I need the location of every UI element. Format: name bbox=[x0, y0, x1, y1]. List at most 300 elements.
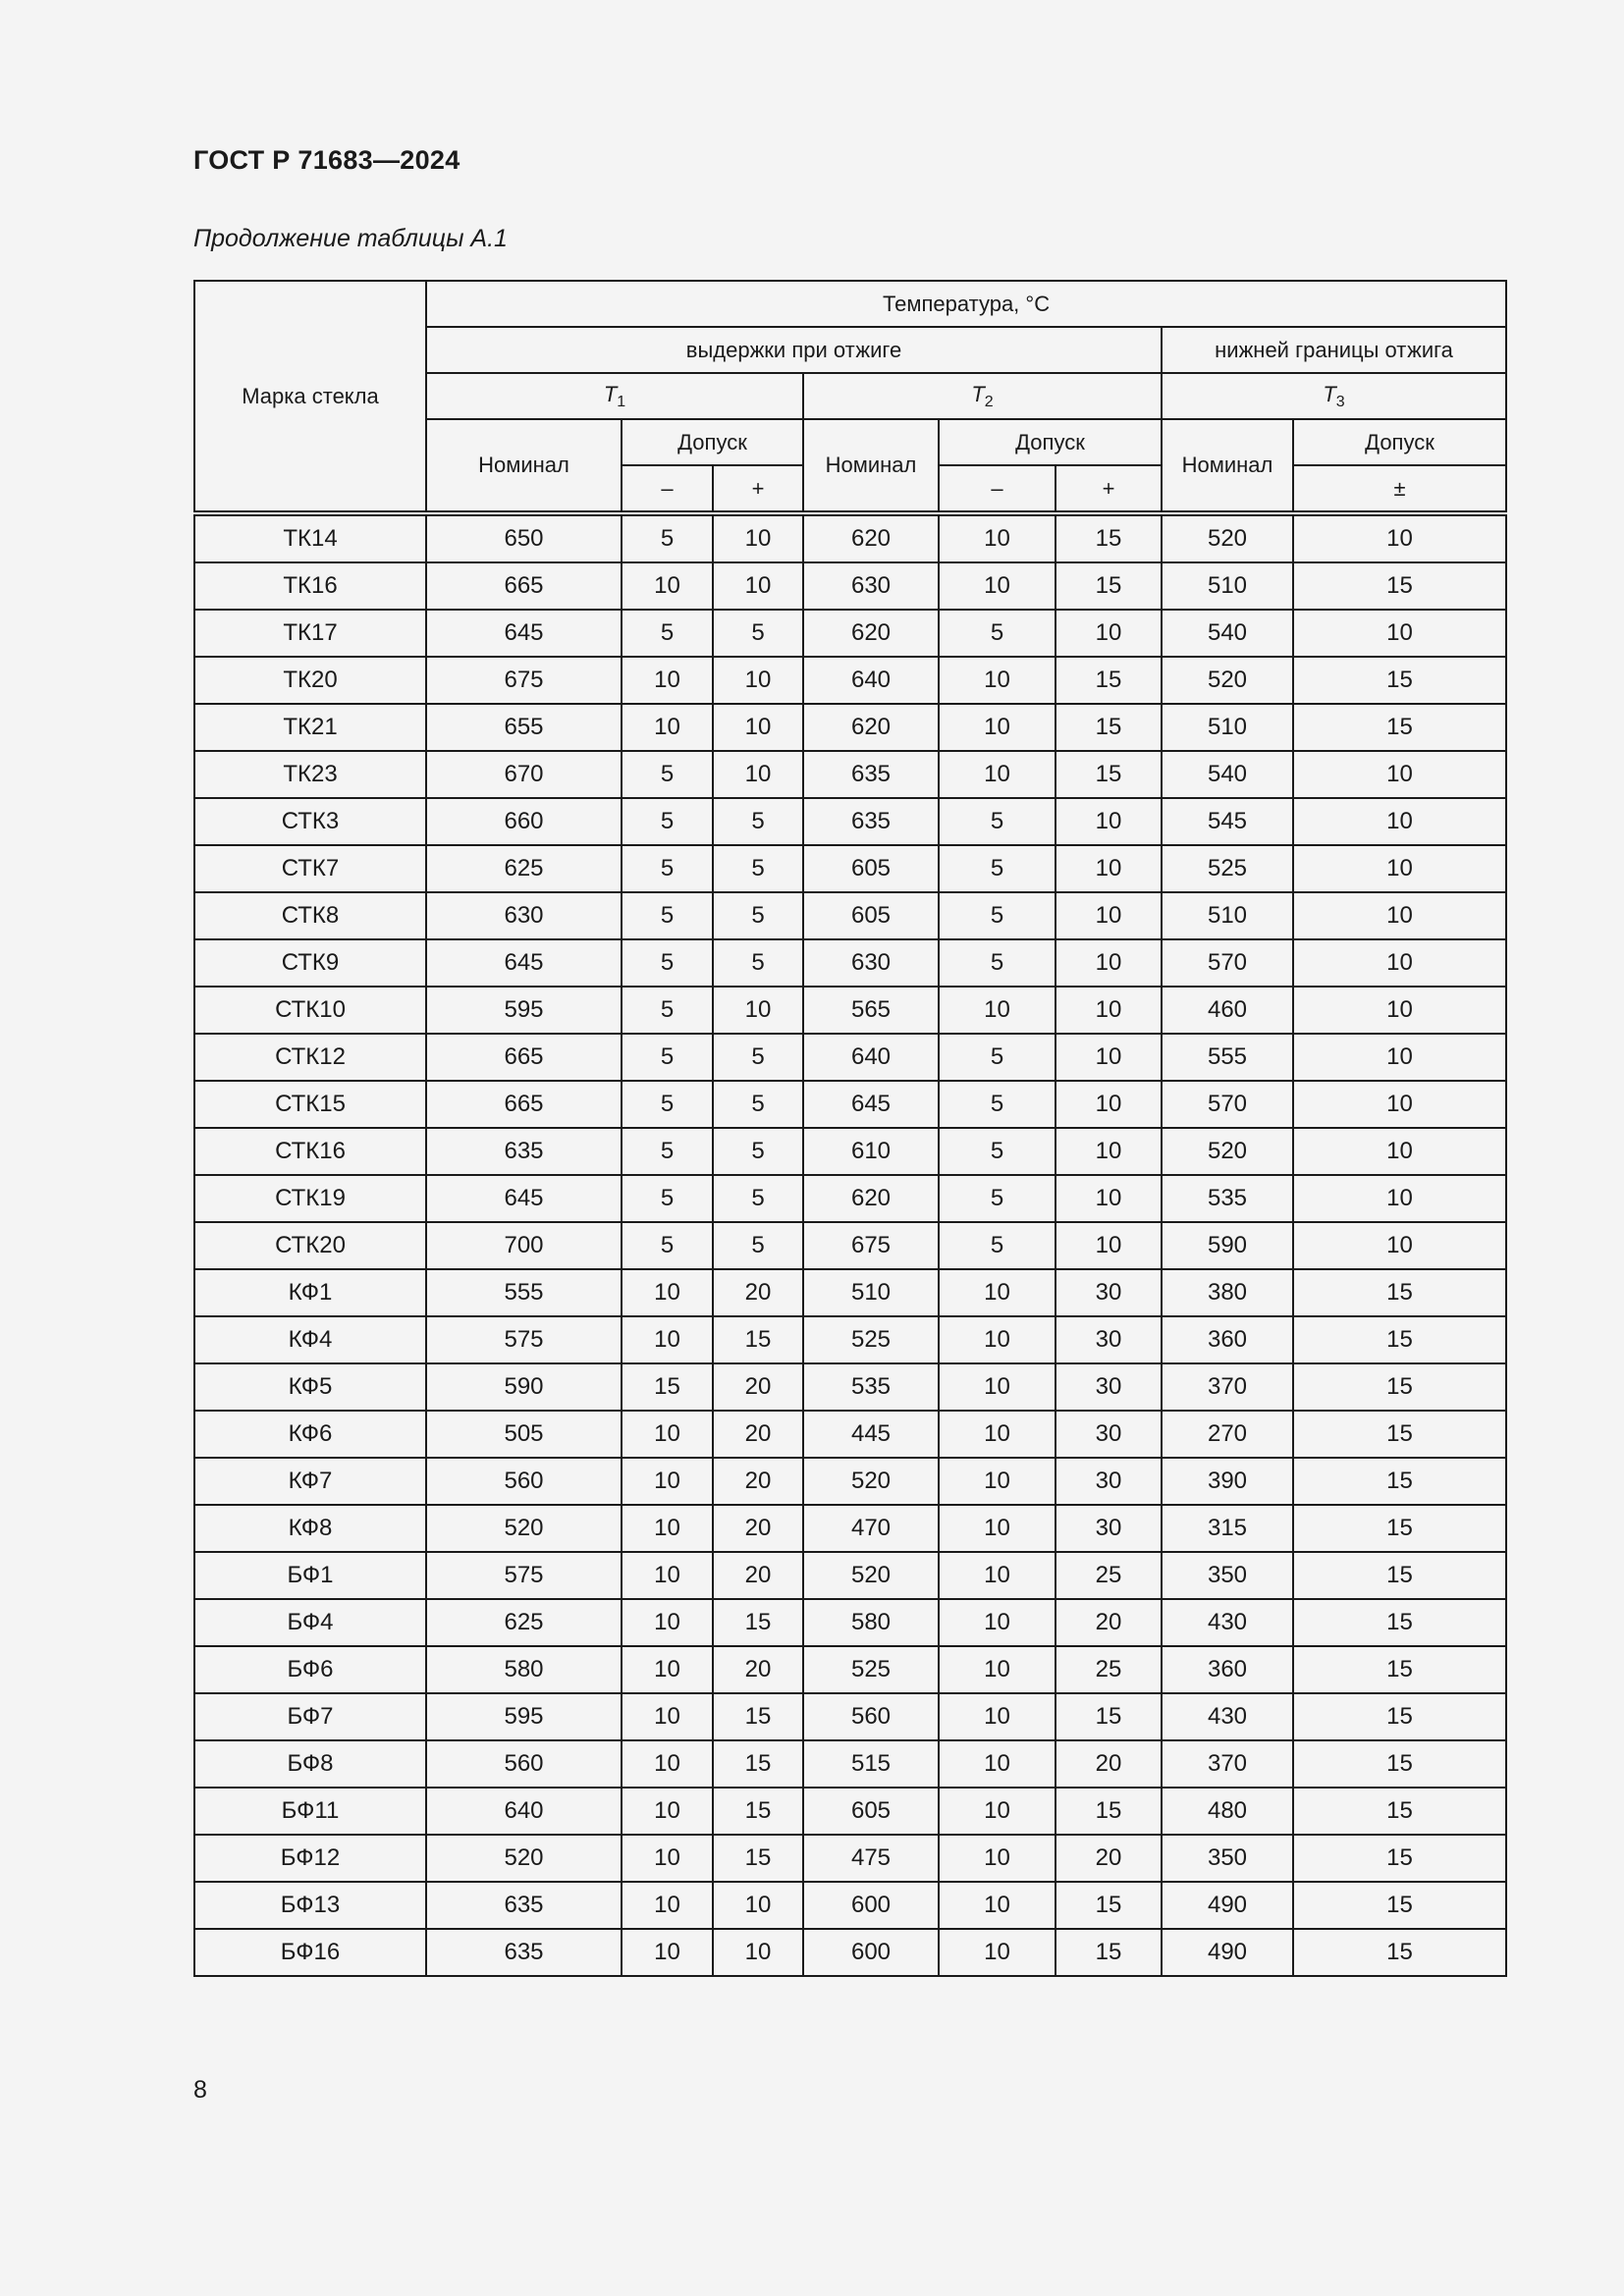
cell-t2-nominal: 510 bbox=[803, 1269, 939, 1316]
cell-t1-nominal: 595 bbox=[426, 1693, 622, 1740]
cell-t2-nominal: 560 bbox=[803, 1693, 939, 1740]
cell-t1-nominal: 520 bbox=[426, 1835, 622, 1882]
table-row bbox=[194, 798, 1506, 845]
cell-t1-minus: 10 bbox=[622, 562, 713, 610]
cell-t1-minus: 10 bbox=[622, 1505, 713, 1552]
cell-grade: ТК20 bbox=[194, 657, 426, 704]
cell-t3-nominal: 490 bbox=[1162, 1929, 1293, 1976]
cell-t2-nominal: 525 bbox=[803, 1646, 939, 1693]
cell-t2-nominal: 475 bbox=[803, 1835, 939, 1882]
cell-t2-plus: 15 bbox=[1056, 1788, 1162, 1835]
cell-t3-nominal: 350 bbox=[1162, 1552, 1293, 1599]
table-row bbox=[194, 1458, 1506, 1505]
cell-t2-plus: 20 bbox=[1056, 1599, 1162, 1646]
table-row bbox=[194, 1034, 1506, 1081]
table-row bbox=[194, 1363, 1506, 1411]
cell-t1-plus: 20 bbox=[713, 1411, 803, 1458]
header-t3-plusminus: ± bbox=[1293, 465, 1506, 513]
cell-t2-plus: 20 bbox=[1056, 1835, 1162, 1882]
cell-t1-nominal: 575 bbox=[426, 1316, 622, 1363]
cell-t2-nominal: 600 bbox=[803, 1929, 939, 1976]
cell-t2-plus: 10 bbox=[1056, 892, 1162, 939]
document-title: ГОСТ Р 71683—2024 bbox=[193, 145, 460, 175]
cell-t1-minus: 10 bbox=[622, 1552, 713, 1599]
table-row bbox=[194, 1505, 1506, 1552]
cell-t2-minus: 10 bbox=[939, 1316, 1056, 1363]
header-lower-annealing: нижней границы отжига bbox=[1162, 327, 1506, 373]
cell-t1-nominal: 635 bbox=[426, 1929, 622, 1976]
cell-t3-nominal: 510 bbox=[1162, 704, 1293, 751]
cell-t2-plus: 15 bbox=[1056, 657, 1162, 704]
cell-t3-nominal: 430 bbox=[1162, 1599, 1293, 1646]
cell-grade: СТК16 bbox=[194, 1128, 426, 1175]
cell-t3-tolerance: 15 bbox=[1293, 1740, 1506, 1788]
cell-t2-minus: 5 bbox=[939, 610, 1056, 657]
cell-grade: КФ8 bbox=[194, 1505, 426, 1552]
cell-t2-minus: 10 bbox=[939, 1599, 1056, 1646]
cell-t1-plus: 5 bbox=[713, 1175, 803, 1222]
header-t1-nominal: Номинал bbox=[426, 419, 622, 513]
cell-t3-nominal: 555 bbox=[1162, 1034, 1293, 1081]
cell-grade: СТК9 bbox=[194, 939, 426, 987]
header-glass-grade: Марка стекла bbox=[194, 281, 426, 513]
cell-t3-nominal: 370 bbox=[1162, 1363, 1293, 1411]
cell-t2-minus: 10 bbox=[939, 1505, 1056, 1552]
cell-t2-nominal: 620 bbox=[803, 610, 939, 657]
cell-t2-minus: 5 bbox=[939, 1128, 1056, 1175]
cell-t2-minus: 5 bbox=[939, 939, 1056, 987]
table-caption: Продолжение таблицы А.1 bbox=[193, 225, 508, 252]
cell-t2-nominal: 525 bbox=[803, 1316, 939, 1363]
cell-t2-minus: 5 bbox=[939, 798, 1056, 845]
cell-t1-plus: 10 bbox=[713, 513, 803, 562]
cell-grade: СТК7 bbox=[194, 845, 426, 892]
cell-t2-nominal: 610 bbox=[803, 1128, 939, 1175]
t1-subscript: 1 bbox=[617, 393, 626, 410]
cell-t1-nominal: 650 bbox=[426, 513, 622, 562]
cell-t1-plus: 5 bbox=[713, 1034, 803, 1081]
cell-t1-nominal: 645 bbox=[426, 939, 622, 987]
cell-t2-plus: 10 bbox=[1056, 987, 1162, 1034]
cell-t3-tolerance: 15 bbox=[1293, 1693, 1506, 1740]
table-row bbox=[194, 1222, 1506, 1269]
cell-t2-nominal: 640 bbox=[803, 1034, 939, 1081]
cell-t1-minus: 5 bbox=[622, 1081, 713, 1128]
cell-t1-plus: 10 bbox=[713, 657, 803, 704]
cell-grade: СТК20 bbox=[194, 1222, 426, 1269]
cell-t3-tolerance: 15 bbox=[1293, 1411, 1506, 1458]
cell-t1-plus: 5 bbox=[713, 1222, 803, 1269]
cell-t2-nominal: 535 bbox=[803, 1363, 939, 1411]
cell-t3-tolerance: 10 bbox=[1293, 1175, 1506, 1222]
cell-t1-minus: 10 bbox=[622, 704, 713, 751]
cell-t1-nominal: 655 bbox=[426, 704, 622, 751]
cell-t3-nominal: 520 bbox=[1162, 657, 1293, 704]
cell-t1-minus: 10 bbox=[622, 1458, 713, 1505]
cell-t2-nominal: 640 bbox=[803, 657, 939, 704]
cell-t3-nominal: 540 bbox=[1162, 751, 1293, 798]
table-row bbox=[194, 892, 1506, 939]
cell-grade: БФ4 bbox=[194, 1599, 426, 1646]
table-row bbox=[194, 610, 1506, 657]
cell-t2-nominal: 580 bbox=[803, 1599, 939, 1646]
cell-t3-nominal: 430 bbox=[1162, 1693, 1293, 1740]
cell-t1-plus: 20 bbox=[713, 1269, 803, 1316]
cell-t3-nominal: 380 bbox=[1162, 1269, 1293, 1316]
cell-t2-plus: 10 bbox=[1056, 798, 1162, 845]
cell-t2-minus: 10 bbox=[939, 1363, 1056, 1411]
cell-grade: ТК23 bbox=[194, 751, 426, 798]
cell-t2-plus: 15 bbox=[1056, 513, 1162, 562]
cell-t1-plus: 10 bbox=[713, 562, 803, 610]
header-t3 bbox=[1162, 373, 1506, 419]
cell-t1-minus: 10 bbox=[622, 1835, 713, 1882]
cell-t2-plus: 25 bbox=[1056, 1646, 1162, 1693]
cell-t2-nominal: 605 bbox=[803, 845, 939, 892]
cell-t1-plus: 20 bbox=[713, 1646, 803, 1693]
cell-t2-plus: 10 bbox=[1056, 610, 1162, 657]
cell-t3-nominal: 315 bbox=[1162, 1505, 1293, 1552]
cell-t1-plus: 5 bbox=[713, 892, 803, 939]
cell-t1-plus: 15 bbox=[713, 1835, 803, 1882]
table-row bbox=[194, 513, 1506, 562]
cell-t2-plus: 30 bbox=[1056, 1411, 1162, 1458]
cell-t3-tolerance: 10 bbox=[1293, 1222, 1506, 1269]
cell-grade: БФ8 bbox=[194, 1740, 426, 1788]
cell-t2-minus: 10 bbox=[939, 987, 1056, 1034]
cell-t2-minus: 5 bbox=[939, 892, 1056, 939]
cell-grade: ТК16 bbox=[194, 562, 426, 610]
cell-t1-nominal: 590 bbox=[426, 1363, 622, 1411]
cell-t1-plus: 20 bbox=[713, 1458, 803, 1505]
cell-t1-nominal: 560 bbox=[426, 1458, 622, 1505]
cell-t3-tolerance: 15 bbox=[1293, 657, 1506, 704]
cell-t2-nominal: 605 bbox=[803, 892, 939, 939]
cell-t3-nominal: 270 bbox=[1162, 1411, 1293, 1458]
cell-t3-tolerance: 15 bbox=[1293, 704, 1506, 751]
cell-t2-nominal: 630 bbox=[803, 939, 939, 987]
cell-t1-nominal: 665 bbox=[426, 562, 622, 610]
cell-t1-plus: 5 bbox=[713, 845, 803, 892]
cell-t3-tolerance: 15 bbox=[1293, 1363, 1506, 1411]
table-row bbox=[194, 1599, 1506, 1646]
cell-t3-tolerance: 15 bbox=[1293, 1458, 1506, 1505]
cell-t2-minus: 5 bbox=[939, 1175, 1056, 1222]
table-row bbox=[194, 1128, 1506, 1175]
cell-t3-tolerance: 15 bbox=[1293, 562, 1506, 610]
cell-t3-tolerance: 15 bbox=[1293, 1929, 1506, 1976]
cell-grade: БФ1 bbox=[194, 1552, 426, 1599]
cell-t1-nominal: 635 bbox=[426, 1128, 622, 1175]
cell-t3-nominal: 545 bbox=[1162, 798, 1293, 845]
cell-t1-plus: 15 bbox=[713, 1599, 803, 1646]
cell-t3-tolerance: 10 bbox=[1293, 1081, 1506, 1128]
cell-t2-plus: 10 bbox=[1056, 1034, 1162, 1081]
cell-t2-plus: 15 bbox=[1056, 1693, 1162, 1740]
cell-t2-nominal: 620 bbox=[803, 704, 939, 751]
cell-t2-nominal: 605 bbox=[803, 1788, 939, 1835]
header-t2-tolerance: Допуск bbox=[939, 419, 1162, 465]
cell-t2-plus: 30 bbox=[1056, 1363, 1162, 1411]
cell-t1-minus: 5 bbox=[622, 1175, 713, 1222]
cell-t2-minus: 10 bbox=[939, 657, 1056, 704]
cell-t1-minus: 10 bbox=[622, 1316, 713, 1363]
table-row bbox=[194, 1269, 1506, 1316]
table-row bbox=[194, 1411, 1506, 1458]
cell-t1-plus: 20 bbox=[713, 1363, 803, 1411]
glass-annealing-table bbox=[193, 280, 1507, 1977]
cell-t1-plus: 15 bbox=[713, 1693, 803, 1740]
cell-t1-minus: 10 bbox=[622, 1788, 713, 1835]
cell-t2-nominal: 565 bbox=[803, 987, 939, 1034]
cell-t1-plus: 15 bbox=[713, 1788, 803, 1835]
cell-grade: СТК3 bbox=[194, 798, 426, 845]
cell-t1-plus: 15 bbox=[713, 1740, 803, 1788]
cell-t1-nominal: 505 bbox=[426, 1411, 622, 1458]
table-row bbox=[194, 1646, 1506, 1693]
cell-t1-nominal: 555 bbox=[426, 1269, 622, 1316]
cell-t3-nominal: 370 bbox=[1162, 1740, 1293, 1788]
cell-t1-minus: 5 bbox=[622, 1034, 713, 1081]
cell-t1-minus: 5 bbox=[622, 939, 713, 987]
cell-t1-plus: 15 bbox=[713, 1316, 803, 1363]
cell-t1-minus: 5 bbox=[622, 610, 713, 657]
cell-t3-tolerance: 10 bbox=[1293, 845, 1506, 892]
cell-t3-tolerance: 15 bbox=[1293, 1316, 1506, 1363]
cell-grade: СТК15 bbox=[194, 1081, 426, 1128]
cell-t2-plus: 15 bbox=[1056, 704, 1162, 751]
cell-t1-minus: 10 bbox=[622, 1411, 713, 1458]
header-temperature: Температура, °С bbox=[426, 281, 1506, 327]
cell-t1-nominal: 625 bbox=[426, 1599, 622, 1646]
cell-t2-minus: 10 bbox=[939, 704, 1056, 751]
cell-t2-minus: 10 bbox=[939, 1411, 1056, 1458]
cell-t2-minus: 10 bbox=[939, 1882, 1056, 1929]
t1-symbol: T bbox=[603, 381, 618, 406]
table-row bbox=[194, 704, 1506, 751]
cell-t1-nominal: 630 bbox=[426, 892, 622, 939]
table-row bbox=[194, 1788, 1506, 1835]
cell-grade: СТК19 bbox=[194, 1175, 426, 1222]
cell-t3-nominal: 520 bbox=[1162, 1128, 1293, 1175]
cell-t1-minus: 5 bbox=[622, 1222, 713, 1269]
cell-t2-nominal: 520 bbox=[803, 1458, 939, 1505]
cell-t2-nominal: 635 bbox=[803, 751, 939, 798]
cell-t1-minus: 10 bbox=[622, 1269, 713, 1316]
header-t3-tolerance: Допуск bbox=[1293, 419, 1506, 465]
cell-t1-plus: 10 bbox=[713, 1929, 803, 1976]
cell-t2-minus: 10 bbox=[939, 1458, 1056, 1505]
cell-t3-tolerance: 10 bbox=[1293, 610, 1506, 657]
table-row bbox=[194, 1835, 1506, 1882]
cell-t1-nominal: 645 bbox=[426, 610, 622, 657]
cell-t2-plus: 10 bbox=[1056, 1175, 1162, 1222]
table-row bbox=[194, 1882, 1506, 1929]
header-t2-nominal: Номинал bbox=[803, 419, 939, 513]
t2-subscript: 2 bbox=[984, 393, 994, 410]
cell-t1-plus: 20 bbox=[713, 1505, 803, 1552]
cell-t3-tolerance: 10 bbox=[1293, 1128, 1506, 1175]
cell-t1-minus: 10 bbox=[622, 1693, 713, 1740]
cell-t2-plus: 15 bbox=[1056, 1929, 1162, 1976]
cell-t1-nominal: 665 bbox=[426, 1034, 622, 1081]
cell-grade: КФ1 bbox=[194, 1269, 426, 1316]
cell-t1-minus: 5 bbox=[622, 798, 713, 845]
table-row bbox=[194, 1175, 1506, 1222]
cell-t2-minus: 10 bbox=[939, 1269, 1056, 1316]
cell-t3-tolerance: 15 bbox=[1293, 1788, 1506, 1835]
cell-grade: БФ11 bbox=[194, 1788, 426, 1835]
cell-t3-tolerance: 10 bbox=[1293, 939, 1506, 987]
header-t1-minus: – bbox=[622, 465, 713, 513]
cell-grade: ТК14 bbox=[194, 513, 426, 562]
cell-t3-tolerance: 15 bbox=[1293, 1835, 1506, 1882]
cell-t3-nominal: 490 bbox=[1162, 1882, 1293, 1929]
cell-t2-nominal: 630 bbox=[803, 562, 939, 610]
cell-t3-nominal: 360 bbox=[1162, 1646, 1293, 1693]
cell-t3-nominal: 570 bbox=[1162, 939, 1293, 987]
cell-grade: КФ4 bbox=[194, 1316, 426, 1363]
cell-t1-minus: 10 bbox=[622, 1599, 713, 1646]
cell-t2-nominal: 515 bbox=[803, 1740, 939, 1788]
cell-t1-minus: 5 bbox=[622, 751, 713, 798]
cell-t1-nominal: 640 bbox=[426, 1788, 622, 1835]
cell-t1-minus: 5 bbox=[622, 845, 713, 892]
cell-t3-nominal: 510 bbox=[1162, 562, 1293, 610]
cell-grade: БФ13 bbox=[194, 1882, 426, 1929]
cell-grade: ТК17 bbox=[194, 610, 426, 657]
table-row bbox=[194, 1081, 1506, 1128]
cell-t1-minus: 5 bbox=[622, 987, 713, 1034]
cell-t1-nominal: 560 bbox=[426, 1740, 622, 1788]
header-t2-plus: + bbox=[1056, 465, 1162, 513]
cell-t2-plus: 10 bbox=[1056, 1222, 1162, 1269]
cell-t2-minus: 5 bbox=[939, 1034, 1056, 1081]
cell-t2-minus: 10 bbox=[939, 1740, 1056, 1788]
cell-t2-nominal: 645 bbox=[803, 1081, 939, 1128]
cell-t1-nominal: 670 bbox=[426, 751, 622, 798]
cell-t3-nominal: 460 bbox=[1162, 987, 1293, 1034]
cell-t2-minus: 10 bbox=[939, 1788, 1056, 1835]
cell-t2-plus: 10 bbox=[1056, 939, 1162, 987]
cell-t3-nominal: 350 bbox=[1162, 1835, 1293, 1882]
cell-t3-tolerance: 10 bbox=[1293, 751, 1506, 798]
cell-t1-plus: 10 bbox=[713, 751, 803, 798]
cell-t2-nominal: 675 bbox=[803, 1222, 939, 1269]
cell-t3-nominal: 480 bbox=[1162, 1788, 1293, 1835]
cell-t2-plus: 10 bbox=[1056, 1128, 1162, 1175]
cell-t1-minus: 10 bbox=[622, 1882, 713, 1929]
cell-grade: КФ6 bbox=[194, 1411, 426, 1458]
cell-grade: БФ16 bbox=[194, 1929, 426, 1976]
cell-t1-nominal: 580 bbox=[426, 1646, 622, 1693]
cell-grade: СТК12 bbox=[194, 1034, 426, 1081]
cell-t2-minus: 5 bbox=[939, 845, 1056, 892]
cell-t2-plus: 20 bbox=[1056, 1740, 1162, 1788]
cell-t1-nominal: 700 bbox=[426, 1222, 622, 1269]
cell-t2-minus: 10 bbox=[939, 1835, 1056, 1882]
header-t1-plus: + bbox=[713, 465, 803, 513]
cell-t3-tolerance: 15 bbox=[1293, 1646, 1506, 1693]
header-t2 bbox=[803, 373, 1162, 419]
cell-grade: СТК10 bbox=[194, 987, 426, 1034]
cell-t2-minus: 10 bbox=[939, 1693, 1056, 1740]
header-t1 bbox=[426, 373, 803, 419]
cell-t2-plus: 30 bbox=[1056, 1458, 1162, 1505]
cell-t1-nominal: 595 bbox=[426, 987, 622, 1034]
cell-t2-plus: 30 bbox=[1056, 1269, 1162, 1316]
cell-t2-minus: 5 bbox=[939, 1081, 1056, 1128]
table-body bbox=[194, 513, 1506, 1976]
cell-t1-minus: 10 bbox=[622, 1740, 713, 1788]
cell-t2-minus: 10 bbox=[939, 562, 1056, 610]
cell-grade: БФ7 bbox=[194, 1693, 426, 1740]
cell-t2-nominal: 620 bbox=[803, 1175, 939, 1222]
table-header bbox=[194, 281, 1506, 513]
cell-t2-nominal: 620 bbox=[803, 513, 939, 562]
cell-t1-plus: 5 bbox=[713, 798, 803, 845]
cell-t1-nominal: 625 bbox=[426, 845, 622, 892]
cell-t1-nominal: 660 bbox=[426, 798, 622, 845]
cell-grade: КФ5 bbox=[194, 1363, 426, 1411]
table-row bbox=[194, 987, 1506, 1034]
cell-t2-minus: 10 bbox=[939, 1552, 1056, 1599]
table-row bbox=[194, 1929, 1506, 1976]
cell-t1-nominal: 675 bbox=[426, 657, 622, 704]
cell-t1-plus: 5 bbox=[713, 1128, 803, 1175]
cell-t1-minus: 10 bbox=[622, 1646, 713, 1693]
cell-grade: БФ6 bbox=[194, 1646, 426, 1693]
table-row bbox=[194, 1316, 1506, 1363]
header-t2-minus: – bbox=[939, 465, 1056, 513]
cell-t1-nominal: 635 bbox=[426, 1882, 622, 1929]
cell-t3-nominal: 525 bbox=[1162, 845, 1293, 892]
cell-t3-nominal: 590 bbox=[1162, 1222, 1293, 1269]
cell-t3-tolerance: 10 bbox=[1293, 1034, 1506, 1081]
cell-t1-minus: 5 bbox=[622, 892, 713, 939]
cell-t3-tolerance: 10 bbox=[1293, 513, 1506, 562]
cell-t3-nominal: 360 bbox=[1162, 1316, 1293, 1363]
cell-t3-nominal: 390 bbox=[1162, 1458, 1293, 1505]
table-row bbox=[194, 1740, 1506, 1788]
cell-t3-tolerance: 10 bbox=[1293, 798, 1506, 845]
page-number: 8 bbox=[193, 2076, 207, 2104]
cell-t1-plus: 5 bbox=[713, 610, 803, 657]
cell-t2-plus: 10 bbox=[1056, 845, 1162, 892]
table-row bbox=[194, 751, 1506, 798]
header-t1-tolerance: Допуск bbox=[622, 419, 803, 465]
cell-t2-plus: 15 bbox=[1056, 751, 1162, 798]
cell-t2-plus: 15 bbox=[1056, 562, 1162, 610]
cell-t3-nominal: 535 bbox=[1162, 1175, 1293, 1222]
cell-t1-plus: 10 bbox=[713, 987, 803, 1034]
cell-t2-nominal: 470 bbox=[803, 1505, 939, 1552]
cell-t2-minus: 10 bbox=[939, 1929, 1056, 1976]
table-row bbox=[194, 939, 1506, 987]
table-row bbox=[194, 657, 1506, 704]
cell-t2-plus: 15 bbox=[1056, 1882, 1162, 1929]
cell-t3-tolerance: 15 bbox=[1293, 1269, 1506, 1316]
cell-grade: БФ12 bbox=[194, 1835, 426, 1882]
cell-t2-plus: 25 bbox=[1056, 1552, 1162, 1599]
cell-t1-plus: 20 bbox=[713, 1552, 803, 1599]
cell-t3-tolerance: 15 bbox=[1293, 1599, 1506, 1646]
cell-t2-minus: 10 bbox=[939, 751, 1056, 798]
cell-grade: СТК8 bbox=[194, 892, 426, 939]
cell-t2-nominal: 635 bbox=[803, 798, 939, 845]
cell-t1-nominal: 575 bbox=[426, 1552, 622, 1599]
cell-t1-plus: 10 bbox=[713, 704, 803, 751]
